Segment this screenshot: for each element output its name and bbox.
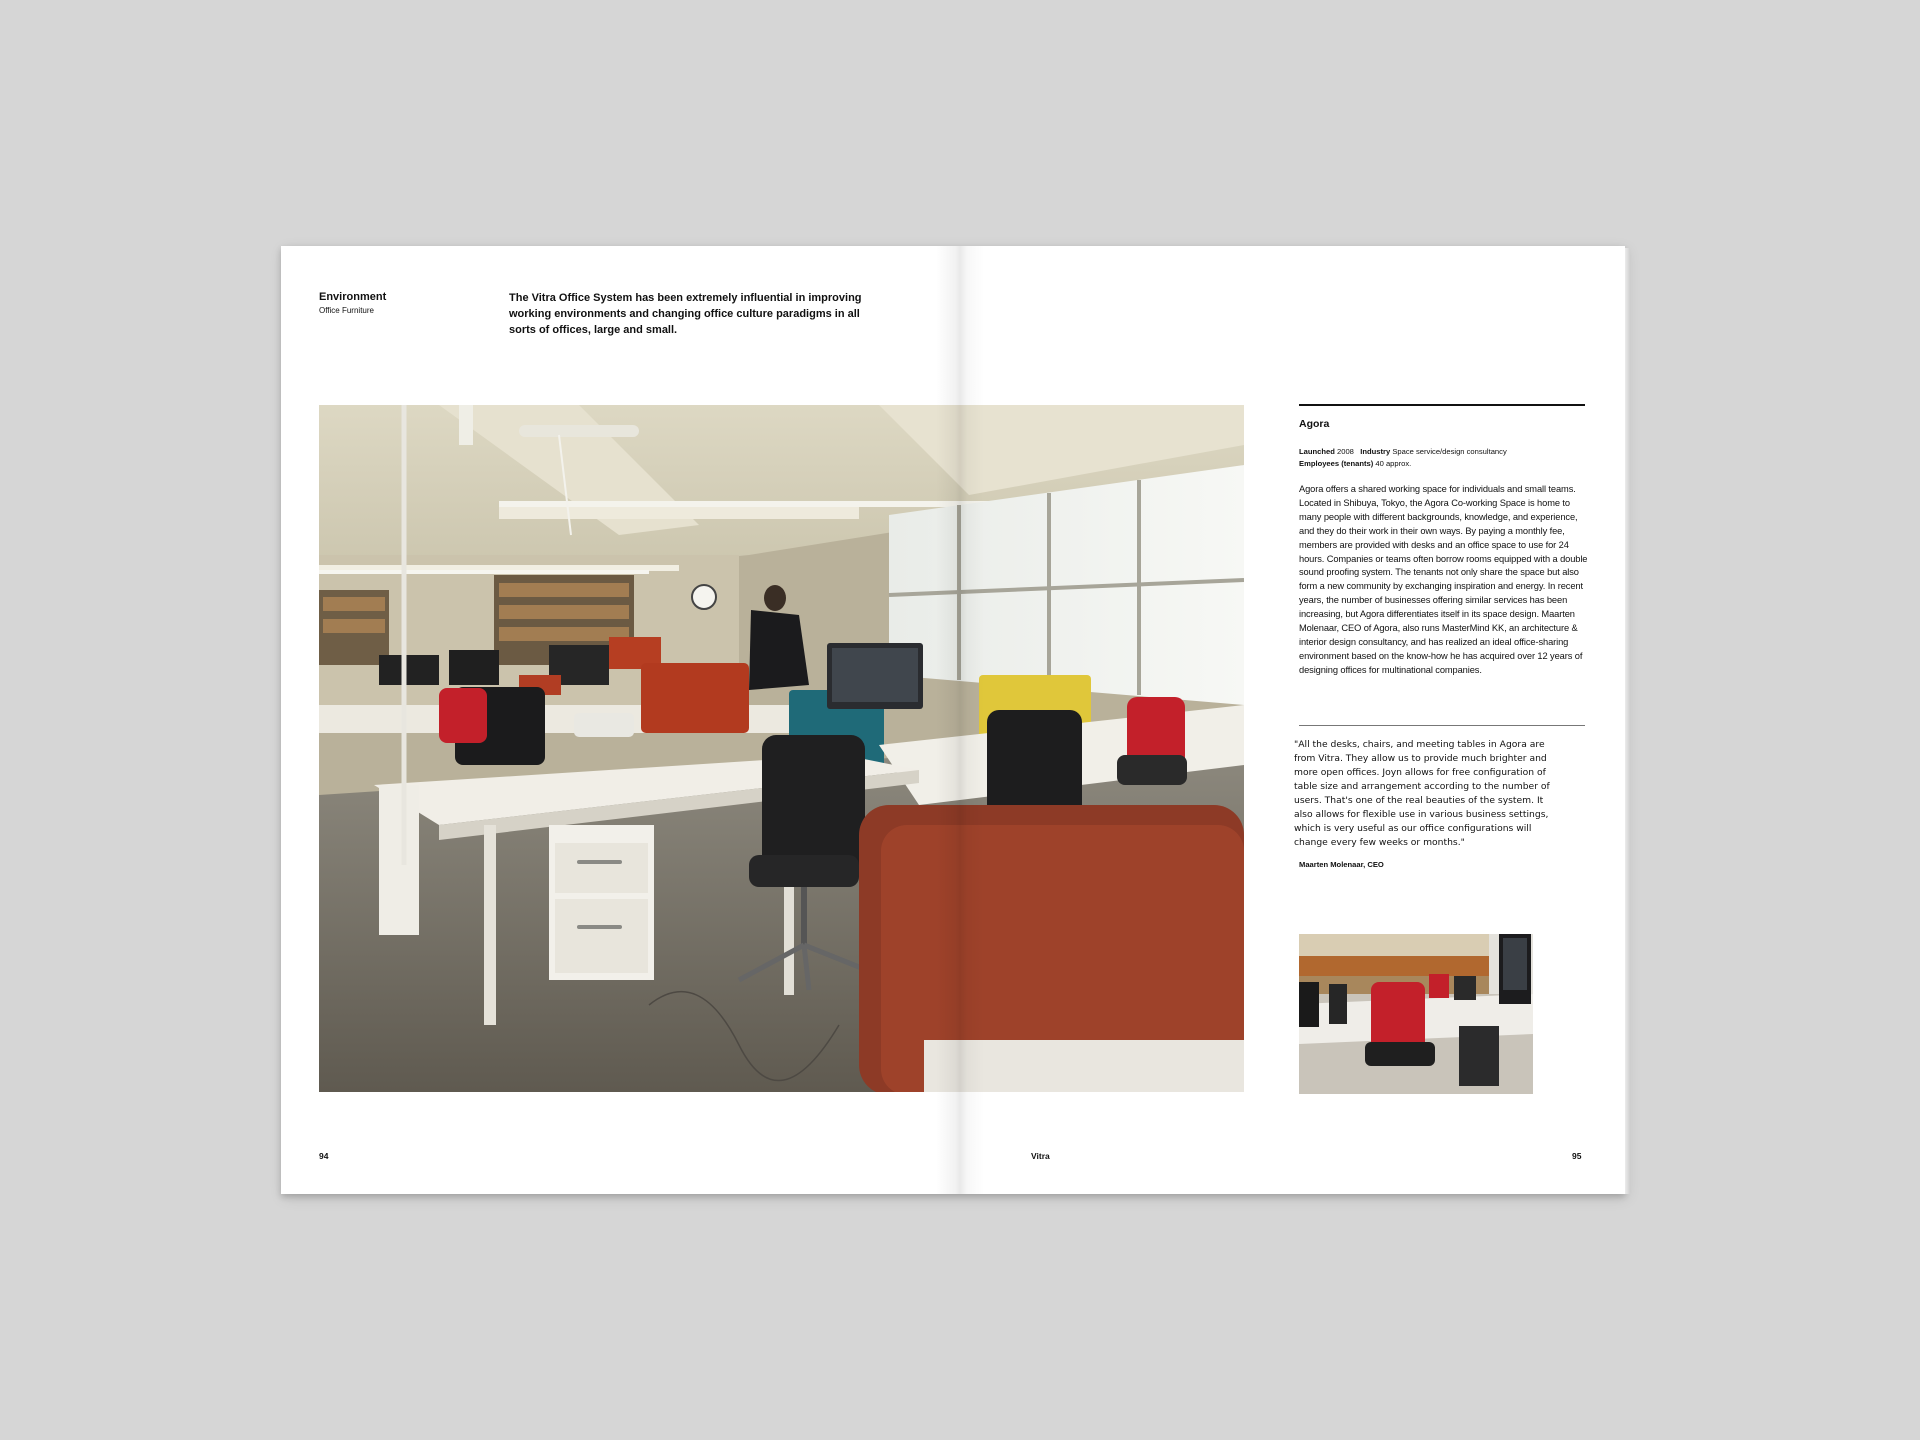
launched-label: Launched: [1299, 447, 1335, 456]
page-number-left: 94: [319, 1151, 329, 1161]
ceo-quote: "All the desks, chairs, and meeting tables in Agora are from Vitra. They allow us to provide much brighter and more open offices. Joyn allows for free configuration of table size and arrangement according to the number of users. That's one of the real beauties of the system. It also allows for flexible use in various business settings, which is very useful as our office configurations will change every few weeks or months.": [1294, 739, 1550, 848]
industry-value: Space service/design consultancy: [1392, 447, 1507, 456]
launched-value: 2008: [1337, 447, 1354, 456]
section-subtitle: Office Furniture: [319, 306, 374, 315]
company-name: Agora: [1299, 418, 1330, 430]
employees-value: 40 approx.: [1375, 459, 1412, 468]
page-number-right: 95: [1572, 1151, 1582, 1161]
top-rule: [1299, 404, 1585, 406]
intro-paragraph: The Vitra Office System has been extremely influential in improving working environments and changing office culture paradigms in all sorts of offices, large and small.: [509, 292, 862, 336]
section-title: Environment: [319, 291, 387, 303]
company-facts: [1299, 446, 1589, 470]
main-office-photo: [319, 405, 1244, 1092]
small-office-photo: [1299, 934, 1533, 1094]
quote-attribution: Maarten Molenaar, CEO: [1299, 860, 1384, 869]
page-edge: [1625, 248, 1630, 1194]
running-title: Vitra: [1031, 1151, 1050, 1161]
industry-label: Industry: [1360, 447, 1391, 456]
employees-label: Employees (tenants): [1299, 459, 1374, 468]
divider-rule: [1299, 725, 1585, 726]
company-description: Agora offers a shared working space for individuals and small teams. Located in Shibuya, Tokyo, the Agora Co-working Space is home to many people with different backgrounds, knowledge, and experience, and they do their work in their own ways. By paying a monthly fee, members are provided with desks and an office space to use for 24 hours. Companies or teams often borrow rooms equipped with a double sound proofing system. The tenants not only share the space but also form a new community by exchanging inspiration and energy. In recent years, the number of businesses offering similar services has been increasing, but Agora differentiates itself in its space design. Maarten Molenaar, CEO of Agora, also runs MasterMind KK, an architecture & interior design consultancy, and has realized an ideal office-sharing environment based on the know-how he has acquired over 12 years of designing offices for multinational companies.: [1299, 484, 1588, 675]
magazine-spread: [281, 246, 1625, 1194]
